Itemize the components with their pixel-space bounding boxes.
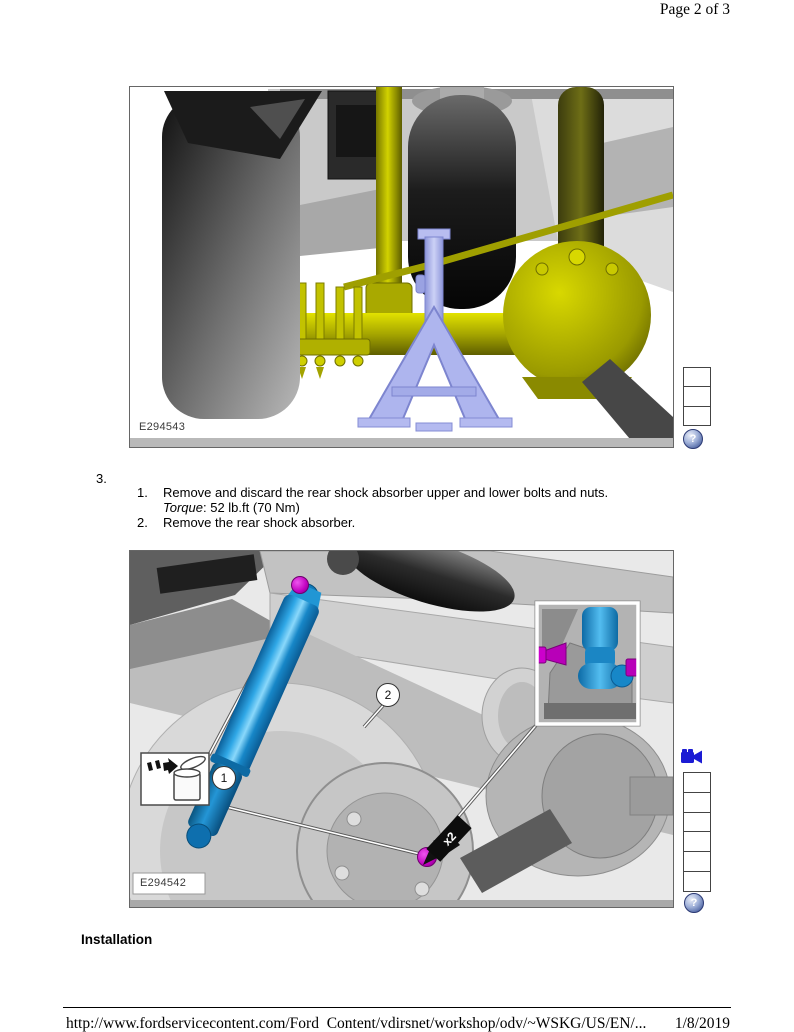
torque-line [163,500,300,515]
nav-cell[interactable] [684,872,710,891]
discard-icon [141,753,209,805]
nav-cell[interactable] [684,832,710,852]
footer-rule [63,1007,731,1008]
footer-date: 1/8/2019 [674,1015,730,1032]
highlighted-shock-cylinder [558,87,604,265]
callout-1: 1 [212,766,236,790]
help-icon[interactable]: ? [683,429,703,449]
nav-cell[interactable] [684,368,710,387]
substep-text: Remove and discard the rear shock absorber upper and lower bolts and nuts. [163,485,609,500]
installation-heading: Installation [81,932,153,947]
rear-axle-illustration [130,87,673,447]
torque-label: Torque [163,500,203,515]
figure-rear-axle-jack-stand [129,86,674,448]
footer [66,1015,730,1032]
page-indicator: Page 2 of 3 [659,1,730,18]
substep-number: 1. [137,485,148,500]
inset-nut [626,659,638,676]
nav-cell[interactable] [684,387,710,406]
nav-cell[interactable] [684,793,710,813]
figure1-nav-table [683,367,711,426]
step-number: 3. [96,471,107,486]
help-icon[interactable]: ? [684,893,704,913]
nav-cell[interactable] [684,852,710,872]
figure2-id-label: E294542 [140,877,187,889]
nav-cell[interactable] [684,773,710,793]
substep-text: Remove the rear shock absorber. [163,515,356,530]
figure2-nav-table [683,772,711,892]
substep-number: 2. [137,515,148,530]
nav-cell[interactable] [684,813,710,833]
figure-rear-shock-absorber [129,550,674,908]
x2-quantity-tag: x2 [426,815,471,862]
nav-cell[interactable] [684,407,710,425]
callout-2: 2 [376,683,400,707]
video-camera-icon[interactable] [681,749,703,765]
figure1-id-label: E294543 [139,421,186,433]
footer-url[interactable]: http://www.fordservicecontent.com/Ford Content/vdirsnet/workshop/odv/~WSKG/US/EN/... [66,1015,647,1032]
shock-absorber-illustration [130,551,673,907]
upper-shock-bolt [292,577,309,594]
torque-value: : 52 lb.ft (70 Nm) [203,500,300,515]
inset-detail-box [535,601,640,726]
